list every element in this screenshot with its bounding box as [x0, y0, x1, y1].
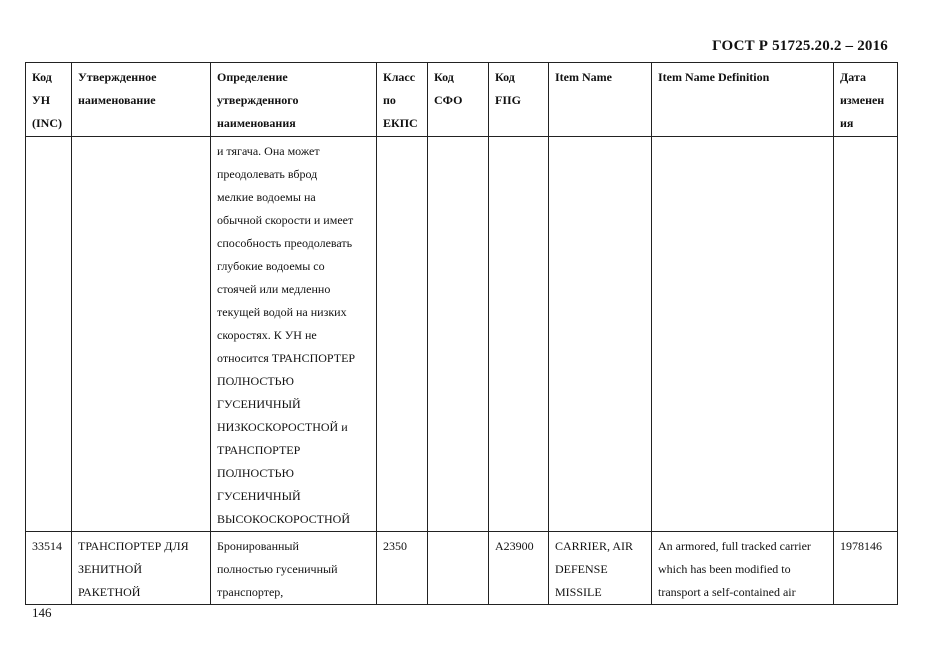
header-item-name-definition: Item Name Definition	[652, 63, 834, 137]
cell-code-un: 33514	[26, 532, 72, 605]
cell-item-name-definition	[652, 137, 834, 532]
header-approved-name: Утвержденное наименование	[72, 63, 211, 137]
header-code-fiig: Код FIIG	[489, 63, 549, 137]
document-code: ГОСТ Р 51725.20.2 – 2016	[712, 38, 888, 54]
cell-item-name-definition: An armored, full tracked carrier which has been modified to transport a self-contained air	[652, 532, 834, 605]
header-change-date: Дата изменен ия	[834, 63, 898, 137]
cell-code-sfo	[428, 137, 489, 532]
cell-code-fiig: A23900	[489, 532, 549, 605]
header-code-sfo: Код СФО	[428, 63, 489, 137]
cell-item-name	[549, 137, 652, 532]
cell-class-ekps	[377, 137, 428, 532]
page-number: 146	[32, 605, 52, 620]
cell-class-ekps: 2350	[377, 532, 428, 605]
cell-change-date: 1978146	[834, 532, 898, 605]
cell-definition: Бронированный полностью гусеничный транспортер,	[211, 532, 377, 605]
cell-approved-name	[72, 137, 211, 532]
header-code-un: Код УН (INC)	[26, 63, 72, 137]
header-definition: Определение утвержденного наименования	[211, 63, 377, 137]
cell-code-fiig	[489, 137, 549, 532]
cell-code-un	[26, 137, 72, 532]
cell-code-sfo	[428, 532, 489, 605]
table-header-row	[26, 63, 898, 137]
cell-change-date	[834, 137, 898, 532]
cell-item-name: CARRIER, AIR DEFENSE MISSILE	[549, 532, 652, 605]
header-class-ekps: Класс по ЕКПС	[377, 63, 428, 137]
cell-definition: и тягача. Она может преодолевать вброд мелкие водоемы на обычной скорости и имеет способность преодолевать глубокие водоемы со стоячей или медленно текущей водой на низких скоростях. К УН не относится ТРАНСПОРТЕР ПОЛНОСТЬЮ ГУСЕНИЧНЫЙ НИЗКОСКОРОСТНОЙ и ТРАНСПОРТЕР ПОЛНОСТЬЮ ГУСЕНИЧНЫЙ ВЫСОКОСКОРОСТНОЙ	[211, 137, 377, 532]
header-item-name: Item Name	[549, 63, 652, 137]
cell-approved-name: ТРАНСПОРТЕР ДЛЯ ЗЕНИТНОЙ РАКЕТНОЙ	[72, 532, 211, 605]
spec-table	[25, 62, 898, 605]
table-row	[26, 532, 898, 605]
table-row	[26, 137, 898, 532]
